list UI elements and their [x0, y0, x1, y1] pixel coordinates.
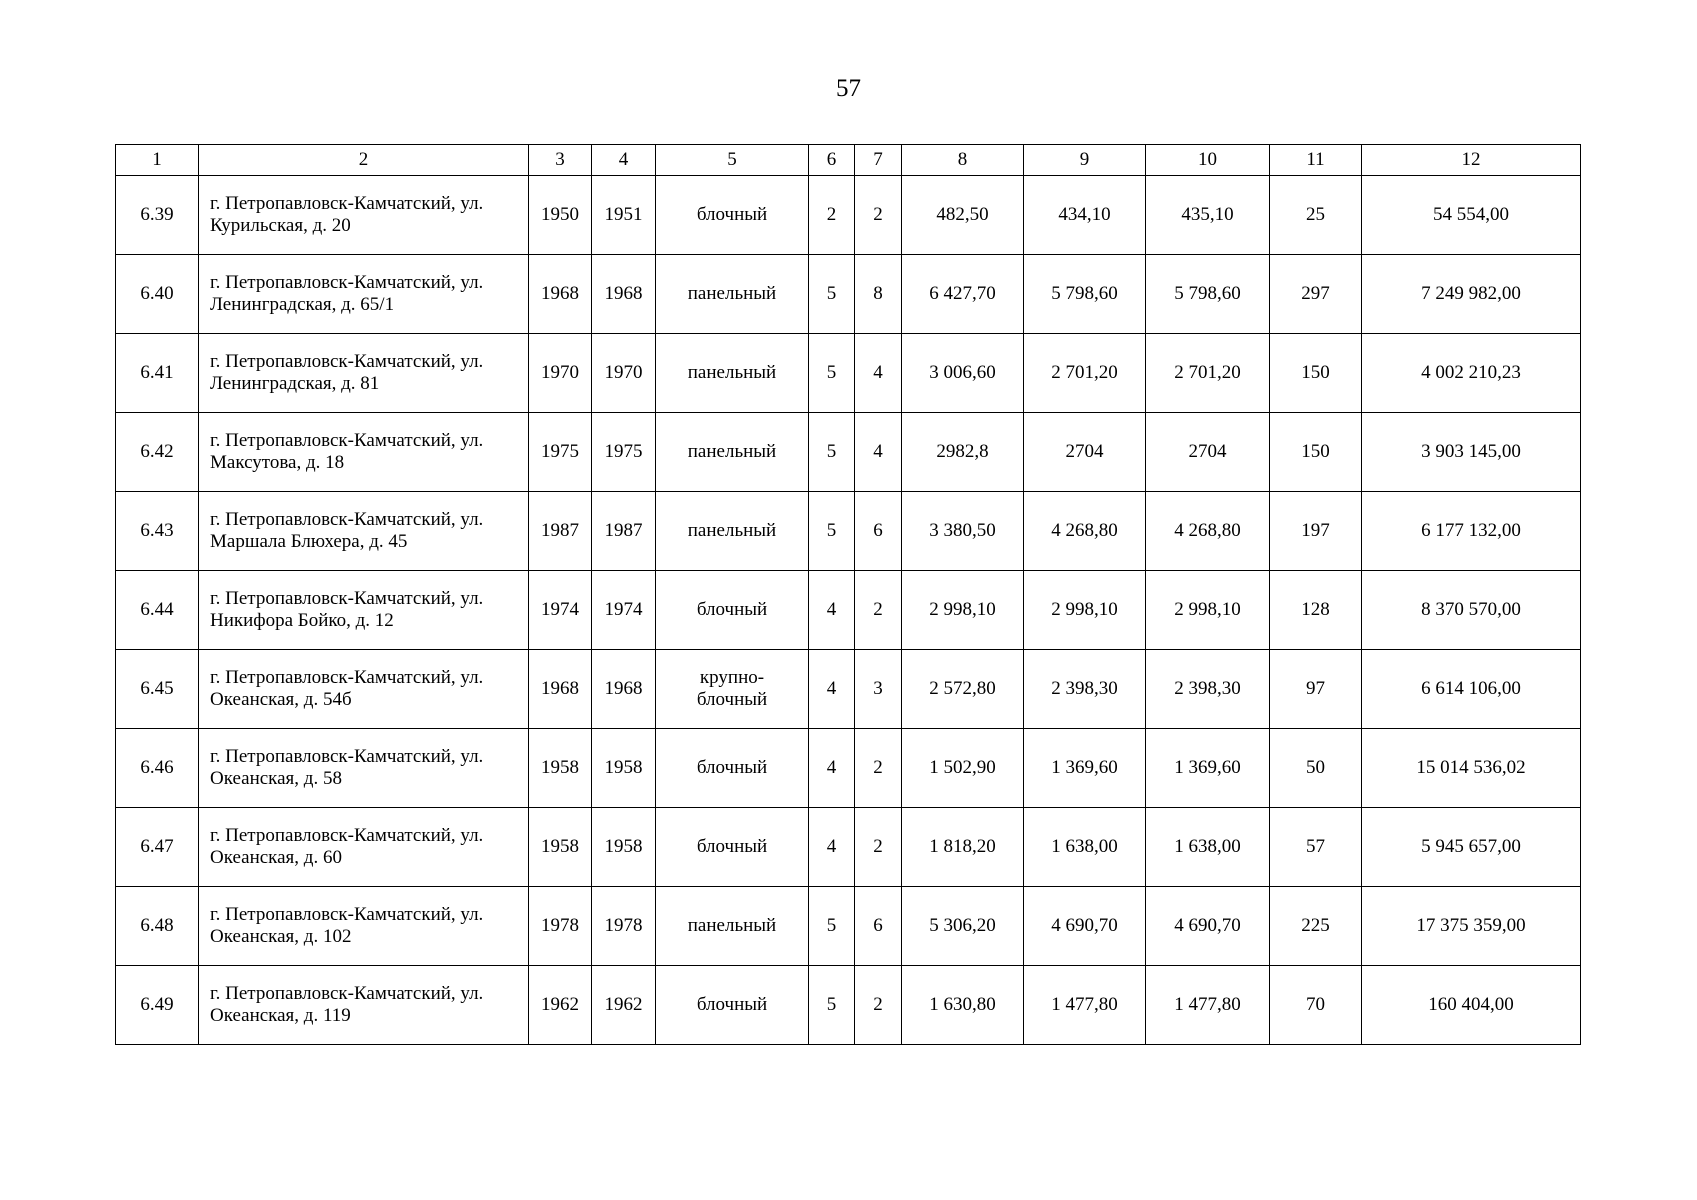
wall-material-line: крупно-	[699, 667, 765, 688]
address-cell	[199, 413, 529, 492]
cell-col-6: 5	[809, 887, 855, 966]
wall-material-cell: панельный	[656, 255, 809, 334]
cell-col-11: 150	[1270, 413, 1362, 492]
row-number-cell: 6.46	[116, 729, 199, 808]
table-row	[116, 966, 1581, 1045]
address-line-city: г. Петропавловск-Камчатский, ул.	[210, 509, 484, 530]
cell-col-6: 5	[809, 334, 855, 413]
cell-col-4: 1962	[592, 966, 656, 1045]
address-cell	[199, 808, 529, 887]
table-row	[116, 334, 1581, 413]
address-cell	[199, 176, 529, 255]
cell-col-12: 6 177 132,00	[1362, 492, 1581, 571]
cell-col-10: 4 690,70	[1146, 887, 1270, 966]
address-cell	[199, 887, 529, 966]
row-number-cell: 6.48	[116, 887, 199, 966]
cell-col-12: 160 404,00	[1362, 966, 1581, 1045]
cell-col-11: 70	[1270, 966, 1362, 1045]
column-header: 3	[529, 145, 592, 176]
cell-col-3: 1950	[529, 176, 592, 255]
cell-col-7: 8	[855, 255, 902, 334]
column-header: 9	[1024, 145, 1146, 176]
address-cell	[199, 650, 529, 729]
cell-col-8: 3 006,60	[902, 334, 1024, 413]
cell-col-12: 5 945 657,00	[1362, 808, 1581, 887]
row-number-cell: 6.41	[116, 334, 199, 413]
cell-col-3: 1968	[529, 650, 592, 729]
wall-material-cell: панельный	[656, 887, 809, 966]
address-cell	[199, 966, 529, 1045]
cell-col-8: 5 306,20	[902, 887, 1024, 966]
cell-col-12: 3 903 145,00	[1362, 413, 1581, 492]
cell-col-11: 50	[1270, 729, 1362, 808]
row-number-cell: 6.40	[116, 255, 199, 334]
row-number-cell: 6.47	[116, 808, 199, 887]
cell-col-6: 2	[809, 176, 855, 255]
address-line-city: г. Петропавловск-Камчатский, ул.	[210, 272, 484, 293]
cell-col-8: 1 502,90	[902, 729, 1024, 808]
address-line-city: г. Петропавловск-Камчатский, ул.	[210, 825, 484, 846]
cell-col-3: 1958	[529, 808, 592, 887]
address-line-city: г. Петропавловск-Камчатский, ул.	[210, 904, 484, 925]
cell-col-12: 6 614 106,00	[1362, 650, 1581, 729]
cell-col-3: 1975	[529, 413, 592, 492]
cell-col-10: 2 701,20	[1146, 334, 1270, 413]
column-header: 2	[199, 145, 529, 176]
cell-col-7: 4	[855, 413, 902, 492]
cell-col-9: 434,10	[1024, 176, 1146, 255]
cell-col-8: 1 630,80	[902, 966, 1024, 1045]
cell-col-4: 1958	[592, 808, 656, 887]
address-line-street: Океанская, д. 102	[210, 926, 352, 947]
cell-col-10: 1 369,60	[1146, 729, 1270, 808]
cell-col-11: 57	[1270, 808, 1362, 887]
address-line-city: г. Петропавловск-Камчатский, ул.	[210, 983, 484, 1004]
cell-col-10: 4 268,80	[1146, 492, 1270, 571]
cell-col-7: 2	[855, 808, 902, 887]
cell-col-12: 15 014 536,02	[1362, 729, 1581, 808]
address-line-street: Максутова, д. 18	[210, 452, 345, 473]
cell-col-7: 2	[855, 729, 902, 808]
address-cell	[199, 571, 529, 650]
cell-col-7: 2	[855, 176, 902, 255]
column-header: 11	[1270, 145, 1362, 176]
cell-col-4: 1968	[592, 255, 656, 334]
cell-col-9: 2 998,10	[1024, 571, 1146, 650]
cell-col-7: 6	[855, 492, 902, 571]
column-header: 1	[116, 145, 199, 176]
table-row	[116, 413, 1581, 492]
cell-col-4: 1987	[592, 492, 656, 571]
cell-col-7: 4	[855, 334, 902, 413]
cell-col-10: 1 477,80	[1146, 966, 1270, 1045]
cell-col-12: 7 249 982,00	[1362, 255, 1581, 334]
cell-col-10: 2 998,10	[1146, 571, 1270, 650]
table-row	[116, 729, 1581, 808]
cell-col-10: 5 798,60	[1146, 255, 1270, 334]
column-number-header	[116, 145, 1581, 176]
cell-col-12: 4 002 210,23	[1362, 334, 1581, 413]
wall-material-cell: панельный	[656, 492, 809, 571]
cell-col-6: 5	[809, 255, 855, 334]
cell-col-7: 6	[855, 887, 902, 966]
cell-col-4: 1958	[592, 729, 656, 808]
cell-col-9: 1 369,60	[1024, 729, 1146, 808]
table-row	[116, 650, 1581, 729]
table-row	[116, 492, 1581, 571]
address-line-city: г. Петропавловск-Камчатский, ул.	[210, 430, 484, 451]
cell-col-4: 1970	[592, 334, 656, 413]
cell-col-3: 1970	[529, 334, 592, 413]
cell-col-6: 5	[809, 492, 855, 571]
wall-material-cell: панельный	[656, 334, 809, 413]
cell-col-8: 2 998,10	[902, 571, 1024, 650]
cell-col-4: 1975	[592, 413, 656, 492]
cell-col-9: 2704	[1024, 413, 1146, 492]
cell-col-6: 4	[809, 808, 855, 887]
row-number-cell: 6.39	[116, 176, 199, 255]
cell-col-10: 2 398,30	[1146, 650, 1270, 729]
wall-material-cell: блочный	[656, 571, 809, 650]
address-line-street: Ленинградская, д. 65/1	[210, 294, 395, 315]
cell-col-9: 5 798,60	[1024, 255, 1146, 334]
cell-col-9: 1 638,00	[1024, 808, 1146, 887]
address-line-city: г. Петропавловск-Камчатский, ул.	[210, 667, 484, 688]
cell-col-6: 4	[809, 571, 855, 650]
table-row	[116, 255, 1581, 334]
address-line-city: г. Петропавловск-Камчатский, ул.	[210, 746, 484, 767]
cell-col-10: 2704	[1146, 413, 1270, 492]
address-line-city: г. Петропавловск-Камчатский, ул.	[210, 351, 484, 372]
table-body	[116, 176, 1581, 1045]
cell-col-6: 5	[809, 966, 855, 1045]
wall-material-cell: блочный	[656, 808, 809, 887]
cell-col-8: 6 427,70	[902, 255, 1024, 334]
address-line-street: Курильская, д. 20	[210, 215, 351, 236]
cell-col-3: 1968	[529, 255, 592, 334]
cell-col-3: 1958	[529, 729, 592, 808]
cell-col-11: 297	[1270, 255, 1362, 334]
table-row	[116, 887, 1581, 966]
row-number-cell: 6.42	[116, 413, 199, 492]
cell-col-9: 1 477,80	[1024, 966, 1146, 1045]
cell-col-11: 97	[1270, 650, 1362, 729]
table-row	[116, 176, 1581, 255]
cell-col-8: 482,50	[902, 176, 1024, 255]
address-line-street: Океанская, д. 119	[210, 1005, 351, 1026]
wall-material-cell: блочный	[656, 966, 809, 1045]
cell-col-4: 1978	[592, 887, 656, 966]
wall-material-cell	[656, 650, 809, 729]
column-header: 4	[592, 145, 656, 176]
page-number: 57	[836, 75, 861, 102]
cell-col-12: 54 554,00	[1362, 176, 1581, 255]
table-row	[116, 808, 1581, 887]
address-line-street: Океанская, д. 58	[210, 768, 342, 789]
cell-col-11: 25	[1270, 176, 1362, 255]
address-line-street: Океанская, д. 60	[210, 847, 342, 868]
cell-col-6: 4	[809, 729, 855, 808]
address-line-street: Маршала Блюхера, д. 45	[210, 531, 408, 552]
cell-col-10: 435,10	[1146, 176, 1270, 255]
wall-material-cell: блочный	[656, 729, 809, 808]
row-number-cell: 6.45	[116, 650, 199, 729]
cell-col-6: 4	[809, 650, 855, 729]
cell-col-8: 3 380,50	[902, 492, 1024, 571]
row-number-cell: 6.49	[116, 966, 199, 1045]
address-cell	[199, 492, 529, 571]
housing-registry-table	[115, 144, 1581, 1045]
cell-col-10: 1 638,00	[1146, 808, 1270, 887]
cell-col-6: 5	[809, 413, 855, 492]
cell-col-9: 2 701,20	[1024, 334, 1146, 413]
cell-col-8: 2982,8	[902, 413, 1024, 492]
row-number-cell: 6.43	[116, 492, 199, 571]
cell-col-9: 2 398,30	[1024, 650, 1146, 729]
cell-col-9: 4 268,80	[1024, 492, 1146, 571]
row-number-cell: 6.44	[116, 571, 199, 650]
wall-material-cell: панельный	[656, 413, 809, 492]
cell-col-3: 1974	[529, 571, 592, 650]
cell-col-12: 8 370 570,00	[1362, 571, 1581, 650]
cell-col-4: 1974	[592, 571, 656, 650]
column-header: 7	[855, 145, 902, 176]
cell-col-8: 2 572,80	[902, 650, 1024, 729]
cell-col-7: 3	[855, 650, 902, 729]
address-line-street: Ленинградская, д. 81	[210, 373, 380, 394]
wall-material-line: блочный	[696, 689, 768, 710]
column-header: 6	[809, 145, 855, 176]
address-line-city: г. Петропавловск-Камчатский, ул.	[210, 193, 484, 214]
cell-col-9: 4 690,70	[1024, 887, 1146, 966]
address-cell	[199, 334, 529, 413]
cell-col-7: 2	[855, 966, 902, 1045]
cell-col-3: 1978	[529, 887, 592, 966]
cell-col-3: 1987	[529, 492, 592, 571]
cell-col-11: 197	[1270, 492, 1362, 571]
cell-col-7: 2	[855, 571, 902, 650]
cell-col-11: 150	[1270, 334, 1362, 413]
address-line-city: г. Петропавловск-Камчатский, ул.	[210, 588, 484, 609]
address-line-street: Океанская, д. 54б	[210, 689, 352, 710]
wall-material-cell: блочный	[656, 176, 809, 255]
column-header: 8	[902, 145, 1024, 176]
address-cell	[199, 255, 529, 334]
cell-col-4: 1968	[592, 650, 656, 729]
cell-col-11: 128	[1270, 571, 1362, 650]
cell-col-11: 225	[1270, 887, 1362, 966]
column-header: 12	[1362, 145, 1581, 176]
column-header: 10	[1146, 145, 1270, 176]
column-header: 5	[656, 145, 809, 176]
address-cell	[199, 729, 529, 808]
cell-col-4: 1951	[592, 176, 656, 255]
table-row	[116, 571, 1581, 650]
address-line-street: Никифора Бойко, д. 12	[210, 610, 394, 631]
cell-col-12: 17 375 359,00	[1362, 887, 1581, 966]
cell-col-3: 1962	[529, 966, 592, 1045]
cell-col-8: 1 818,20	[902, 808, 1024, 887]
header-row	[116, 145, 1581, 176]
